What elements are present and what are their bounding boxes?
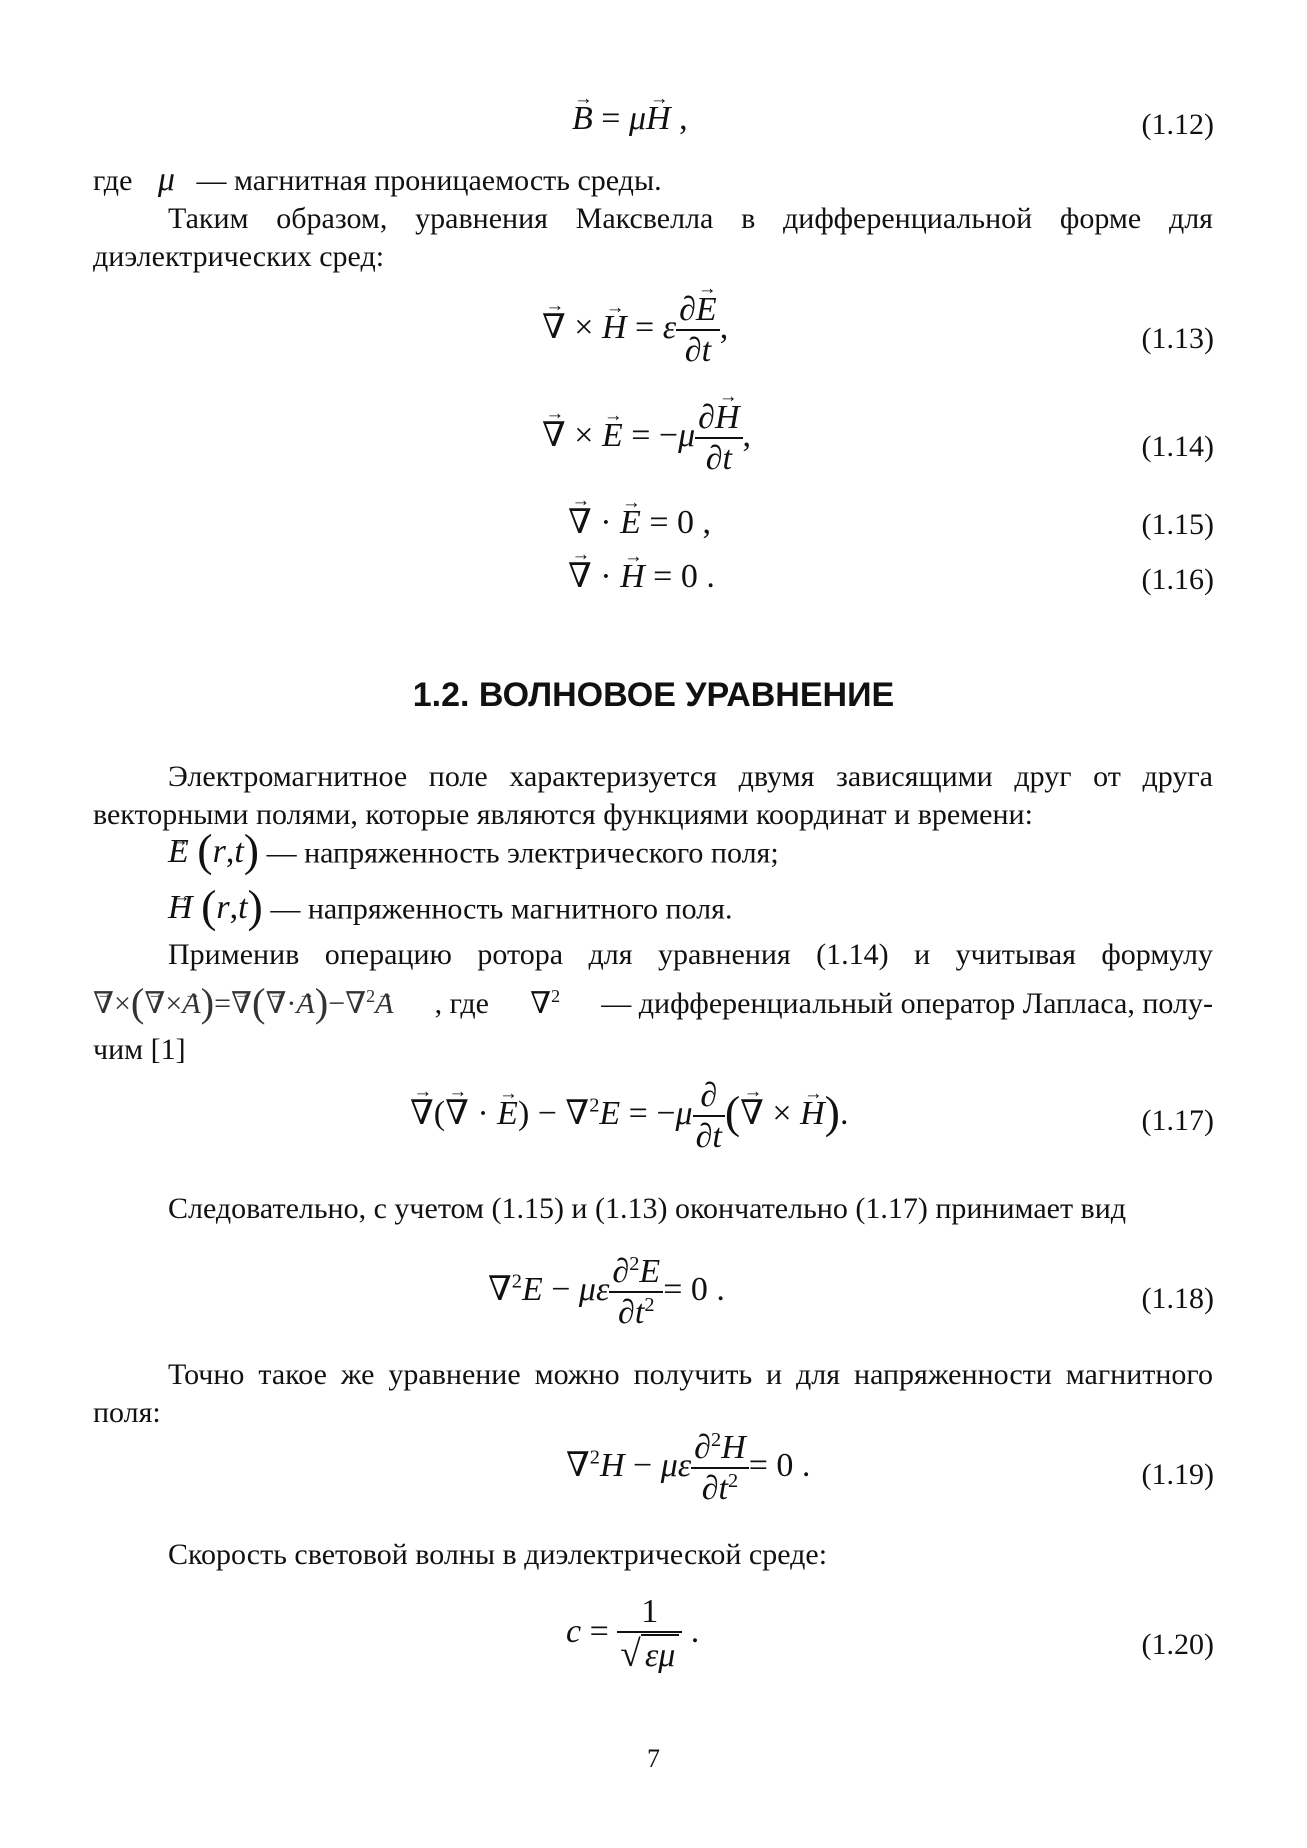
- paragraph-rotor: [93, 936, 1213, 1069]
- equation-1-13: → ∇ × → H = ε $\frac{\partial\to E}{\partial t}$ ,: [542, 290, 728, 370]
- paragraph-text: — дифференциальный оператор Лапласа, полу-: [601, 986, 1213, 1020]
- list-item: [168, 825, 1208, 876]
- equation-1-12: → B = μ→ H ,: [572, 100, 688, 138]
- paragraph-field-intro: [93, 758, 1213, 834]
- list-item-text: — напряженность электрического поля;: [266, 836, 779, 870]
- equation-number: (1.17): [1141, 1104, 1214, 1137]
- section-heading: 1.2. ВОЛНОВОЕ УРАВНЕНИЕ: [412, 676, 895, 714]
- laplacian-symbol: ∇$^2$: [530, 985, 561, 1020]
- list-item-text: — напряженность магнитного поля.: [270, 892, 733, 926]
- equation-number: (1.19): [1141, 1458, 1214, 1491]
- paragraph-text: Электромагнитное поле характеризуется двумя зависящими друг от друга векторными полями, которые являются функциями координат и времени:: [93, 760, 1213, 831]
- equation-number: (1.12): [1141, 108, 1214, 141]
- paragraph-line: чим [1]: [93, 1032, 186, 1066]
- paragraph-line: [93, 980, 1213, 1025]
- equation-1-20: c = $\frac{1}{√ \varepsilon\mu}$ .: [566, 1593, 700, 1676]
- equation-1-14: → ∇ × → E = −μ $\frac{\partial\to H}{\partial t}$ ,: [542, 398, 751, 478]
- equation-number: (1.15): [1141, 508, 1214, 541]
- paragraph-line: Применив операцию ротора для уравнения (1.14) и учитывая формулу: [168, 938, 1213, 971]
- paragraph-maxwell-intro: [93, 200, 1213, 276]
- paragraph-text: Следовательно, с учетом (1.15) и (1.13) окончательно (1.17) принимает вид: [168, 1192, 1127, 1225]
- mu-symbol: μ: [157, 161, 175, 198]
- paragraph-lead: где: [93, 164, 133, 197]
- paragraph-mu-definition: [93, 161, 1213, 200]
- list-item: [168, 881, 1208, 932]
- formula-rot-rot: → ∇×(→ ∇×→ A)=→ ∇(→ ∇·→ A)−∇$^2$→ A: [93, 984, 393, 1023]
- equation-1-19: ∇$^2$H − με $\frac{\partial^2H}{\partial t^2}$ = 0 .: [566, 1428, 811, 1508]
- equation-1-16: → ∇ · → H = 0 .: [568, 556, 715, 596]
- paragraph-light-speed: [168, 1536, 1213, 1574]
- paragraph-text: , где: [434, 986, 489, 1020]
- equation-1-18: ∇$^2$E − με $\frac{\partial^2E}{\partial t^2}$ = 0 .: [488, 1252, 725, 1332]
- equation-1-15: → ∇ · → E = 0 ,: [568, 502, 711, 542]
- page-number: 7: [647, 1744, 660, 1773]
- equation-number: (1.16): [1141, 563, 1214, 596]
- equation-1-17: → ∇(→ ∇ · → E) − ∇$^2$E = −μ $\frac{\partial}{\partial t}$ (→ ∇ × → H).: [410, 1076, 848, 1156]
- paragraph-consequently: [168, 1190, 1213, 1228]
- paragraph-text: Скорость световой волны в диэлектрической среде:: [168, 1538, 828, 1571]
- paragraph-magnetic: [93, 1356, 1213, 1432]
- equation-number: (1.20): [1141, 1628, 1214, 1661]
- paragraph-text: Точно такое же уравнение можно получить и для напряженности магнитного поля:: [93, 1358, 1213, 1429]
- formula-e-rt: → E (r,t): [168, 833, 259, 870]
- equation-number: (1.18): [1141, 1282, 1214, 1315]
- formula-h-rt: → H (r,t): [168, 889, 263, 926]
- equation-number: (1.14): [1141, 430, 1214, 463]
- equation-number: (1.13): [1141, 322, 1214, 355]
- paragraph-text: Таким образом, уравнения Максвелла в дифференциальной форме для диэлектрических сред:: [93, 202, 1213, 273]
- paragraph-text: — магнитная проницаемость среды.: [196, 164, 662, 197]
